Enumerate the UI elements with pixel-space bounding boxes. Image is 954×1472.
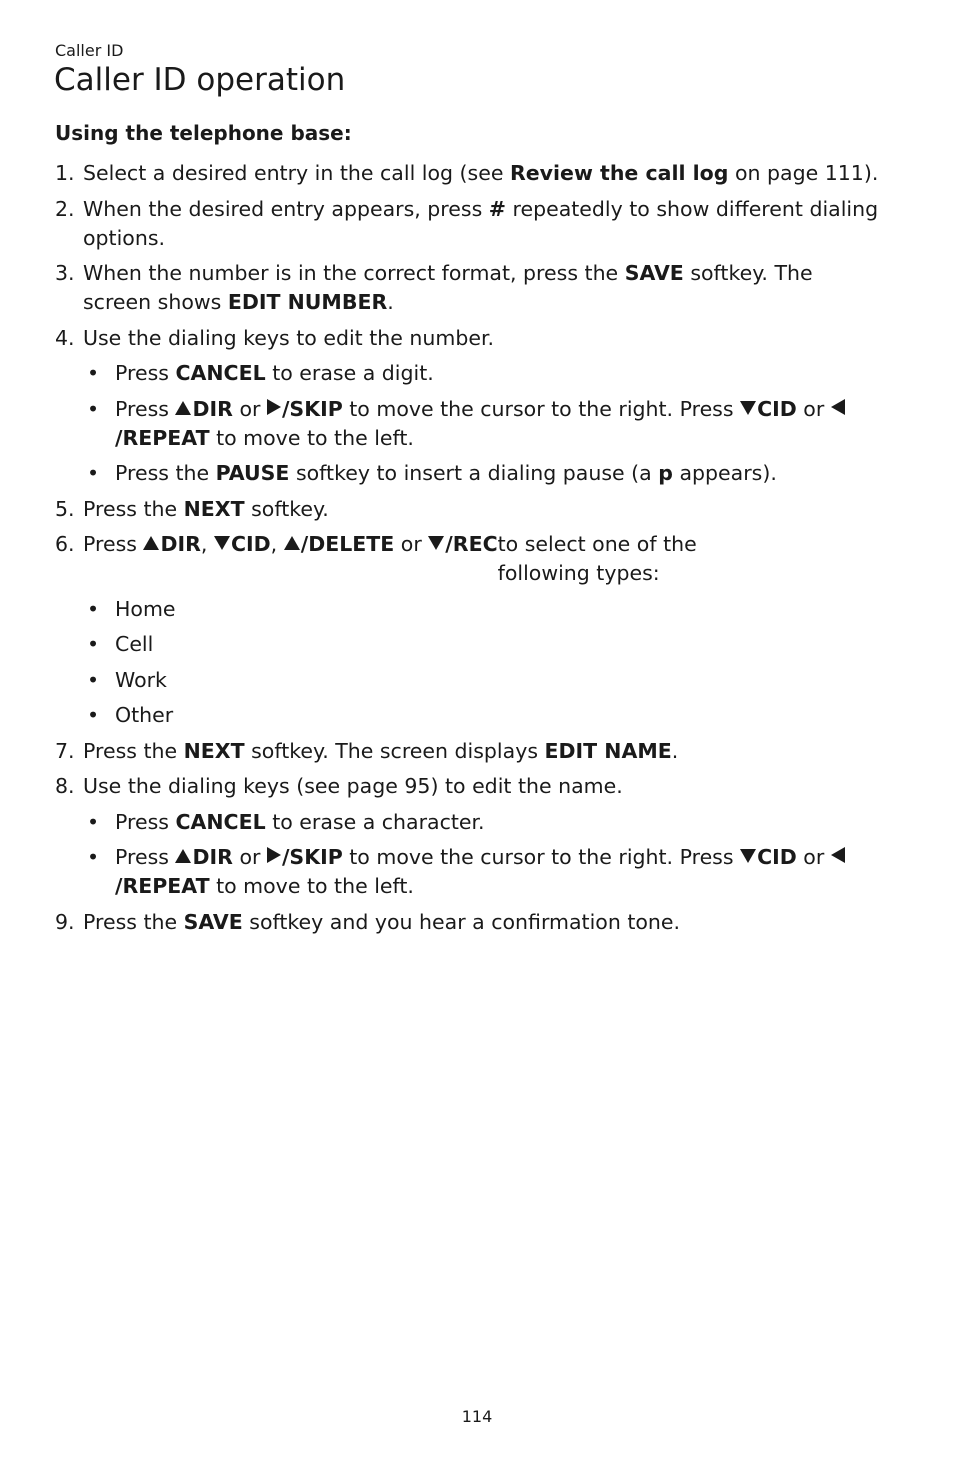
- type-label: Work: [115, 667, 167, 692]
- bullet-text: to move to the left.: [209, 425, 414, 450]
- bullet-text: appears).: [672, 461, 777, 485]
- step-text: .: [387, 290, 394, 314]
- type-list: [83, 595, 885, 731]
- bullet-text: Press: [115, 361, 176, 385]
- step-number: 4.: [55, 325, 75, 350]
- bullet-marker: •: [87, 396, 100, 421]
- subheading: Using the telephone base:: [55, 121, 352, 145]
- step-5: [55, 495, 885, 524]
- bullet-marker: •: [87, 461, 100, 485]
- type-item-cell: [83, 630, 885, 659]
- bullet-item: [83, 359, 885, 388]
- bullet-text: Press: [115, 809, 176, 834]
- step-text: on page 111).: [728, 161, 879, 185]
- separator-text: ,: [270, 532, 284, 556]
- key-delete: /DELETE: [300, 532, 395, 556]
- step-number: 9.: [55, 909, 75, 934]
- bullet-item: [83, 843, 885, 901]
- key-dir: DIR: [192, 845, 233, 869]
- bullet-text: to move the cursor to the right. Press: [342, 396, 741, 421]
- step-text: repeatedly to show different dialing options.: [83, 196, 879, 250]
- type-item-other: [83, 701, 885, 730]
- step-text: Use the dialing keys (see page 95) to edit the name.: [83, 774, 623, 798]
- key-dir: DIR: [192, 396, 233, 421]
- type-item-work: [83, 666, 885, 695]
- bullet-text: or: [232, 396, 267, 421]
- pause-symbol: p: [658, 461, 673, 485]
- triangle-up-icon: [175, 849, 191, 863]
- step-number: 6.: [55, 532, 75, 556]
- step-4: [55, 324, 885, 489]
- bullet-text: to move to the left.: [209, 874, 414, 898]
- step-text: When the number is in the correct format, press the: [83, 261, 625, 285]
- step-text: softkey. The screen shows: [83, 261, 813, 314]
- bullet-text: Press: [115, 396, 176, 421]
- bullet-item: [83, 808, 885, 837]
- type-label: Home: [115, 596, 176, 621]
- bullet-list: [83, 808, 885, 902]
- page-number: 114: [461, 1407, 493, 1426]
- key-cancel: CANCEL: [175, 361, 266, 385]
- step-number: 8.: [55, 774, 75, 798]
- key-repeat: /REPEAT: [115, 425, 210, 450]
- step-number: 1.: [55, 161, 75, 185]
- key-skip: /SKIP: [281, 845, 343, 869]
- step-text: or: [394, 532, 429, 556]
- bullet-text: softkey to insert a dialing pause (a: [289, 461, 659, 485]
- step-9: [55, 908, 885, 937]
- triangle-right-icon: [267, 847, 281, 863]
- bullet-text: Press: [115, 845, 176, 869]
- bullet-text: to erase a digit.: [265, 361, 434, 385]
- triangle-down-icon: [428, 536, 444, 550]
- bullet-text: or: [232, 845, 267, 869]
- bullet-text: or: [796, 845, 831, 869]
- step-text: .: [671, 738, 679, 763]
- bullet-marker: •: [87, 596, 100, 621]
- step-text: When the desired entry appears, press: [83, 196, 489, 221]
- step-7: [55, 737, 885, 766]
- bullet-marker: •: [87, 703, 100, 727]
- step-number: 7.: [55, 738, 75, 763]
- section-label: Caller ID: [55, 41, 124, 60]
- bullet-marker: •: [87, 809, 100, 834]
- step-1: [55, 159, 885, 188]
- step-3: [55, 259, 885, 317]
- triangle-down-icon: [740, 401, 756, 415]
- step-number: 2.: [55, 196, 75, 221]
- step-8: [55, 772, 885, 901]
- bullet-text: Press the: [115, 461, 216, 485]
- triangle-down-icon: [740, 849, 756, 863]
- key-skip: /SKIP: [281, 396, 343, 421]
- bullet-text: or: [796, 396, 831, 421]
- step-number: 3.: [55, 261, 75, 285]
- screen-text: EDIT NUMBER: [227, 290, 388, 314]
- triangle-up-icon: [284, 536, 300, 550]
- triangle-left-icon: [831, 399, 845, 415]
- key-cancel: CANCEL: [175, 809, 266, 834]
- key-repeat: /REPEAT: [115, 874, 210, 898]
- bullet-item: [83, 395, 885, 453]
- step-2: [55, 195, 885, 253]
- triangle-right-icon: [267, 399, 281, 415]
- triangle-down-icon: [214, 536, 230, 550]
- step-text: softkey.: [244, 496, 329, 521]
- key-cid: CID: [757, 845, 797, 869]
- bullet-marker: •: [87, 667, 100, 692]
- key-next: NEXT: [183, 738, 245, 763]
- step-text: Press the: [83, 909, 184, 934]
- screen-text: EDIT NAME: [544, 738, 672, 763]
- key-rec: /REC: [445, 532, 498, 556]
- emphasis-text: Review the call log: [509, 161, 729, 185]
- key-cid: CID: [230, 532, 271, 556]
- bullet-text: to erase a character.: [265, 809, 485, 834]
- triangle-left-icon: [831, 847, 845, 863]
- key-dir: DIR: [160, 532, 201, 556]
- bullet-marker: •: [87, 361, 100, 385]
- triangle-up-icon: [143, 536, 159, 550]
- step-text: softkey. The screen displays: [244, 738, 545, 763]
- step-text: Use the dialing keys to edit the number.: [83, 325, 495, 350]
- step-text: Press: [83, 532, 144, 556]
- separator-text: ,: [200, 532, 214, 556]
- step-text: Press the: [83, 738, 184, 763]
- step-text: softkey and you hear a confirmation tone.: [242, 909, 681, 934]
- steps-list: [55, 159, 885, 943]
- step-text: Press the: [83, 496, 184, 521]
- key-pause: PAUSE: [215, 461, 290, 485]
- triangle-up-icon: [175, 401, 191, 415]
- bullet-item: [83, 459, 885, 488]
- type-label: Other: [115, 703, 174, 727]
- key-next: NEXT: [183, 496, 245, 521]
- type-item-home: [83, 595, 885, 624]
- bullet-text: to move the cursor to the right. Press: [342, 845, 741, 869]
- step-6: [55, 530, 885, 730]
- step-text: to select one of the following types:: [497, 532, 697, 585]
- key-pound: #: [488, 196, 506, 221]
- bullet-marker: •: [87, 845, 100, 869]
- step-text: Select a desired entry in the call log (see: [83, 161, 510, 185]
- key-cid: CID: [757, 396, 797, 421]
- page-title: Caller ID operation: [54, 62, 346, 98]
- step-number: 5.: [55, 496, 75, 521]
- bullet-list: [83, 359, 885, 488]
- type-label: Cell: [115, 632, 154, 656]
- bullet-marker: •: [87, 632, 100, 656]
- key-save: SAVE: [183, 909, 243, 934]
- key-save: SAVE: [624, 261, 684, 285]
